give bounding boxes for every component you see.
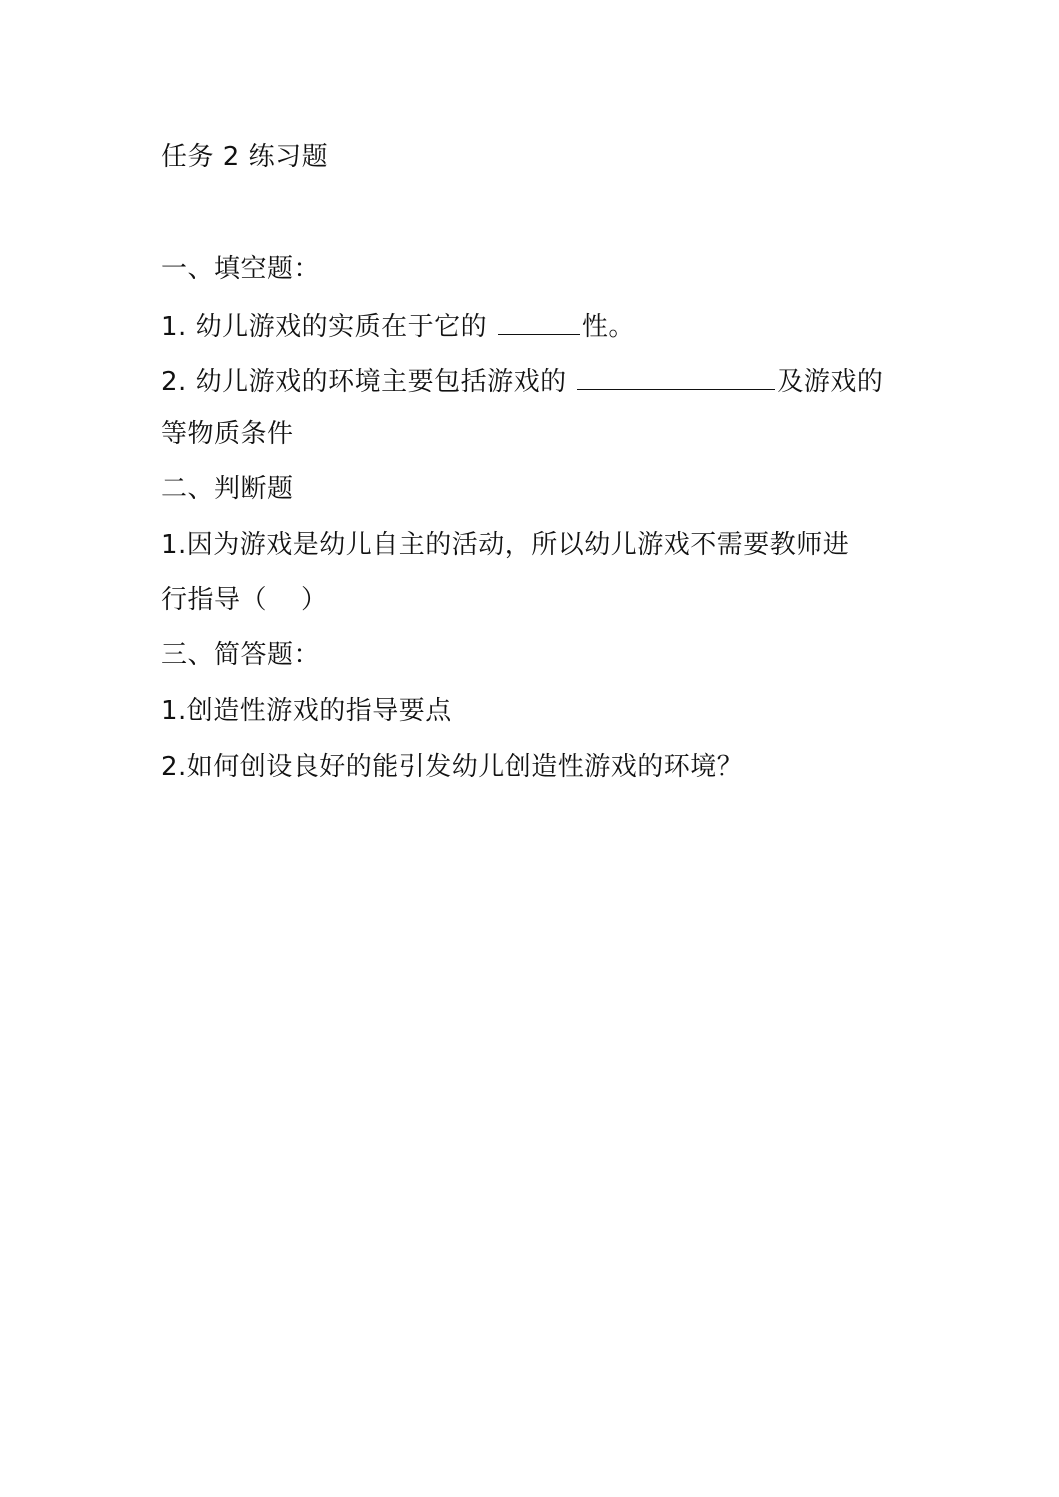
- answer-blank-short: [498, 307, 580, 335]
- section-heading-short-answer: 三、简答题：: [161, 640, 321, 670]
- question-fill-1-prefix: 1. 幼儿游戏的实质在于它的: [161, 312, 496, 342]
- question-fill-2-suffix: 及游戏的: [777, 367, 884, 397]
- section-heading-true-false: 二、判断题: [161, 474, 294, 504]
- section-heading-fill-in: 一、填空题：: [161, 254, 321, 284]
- question-judge-1-line1: 1.因为游戏是幼儿自主的活动，所以幼儿游戏不需要教师进: [161, 530, 850, 560]
- question-short-1: 1.创造性游戏的指导要点: [161, 696, 452, 726]
- question-fill-1: [161, 307, 635, 344]
- question-judge-1-line2: [161, 583, 328, 617]
- question-short-2: 2.如何创设良好的能引发幼儿创造性游戏的环境？: [161, 752, 744, 782]
- question-fill-2: [161, 362, 883, 399]
- question-fill-2-continued: 等物质条件: [161, 419, 294, 449]
- answer-blank-long: [577, 362, 775, 390]
- question-fill-2-prefix: 2. 幼儿游戏的环境主要包括游戏的: [161, 367, 576, 397]
- question-fill-1-suffix: 性。: [581, 312, 635, 342]
- question-judge-1-suffix: ）: [301, 585, 328, 615]
- page-title: 任务 2 练习题: [161, 142, 329, 172]
- question-judge-1-prefix: 行指导（: [161, 585, 268, 615]
